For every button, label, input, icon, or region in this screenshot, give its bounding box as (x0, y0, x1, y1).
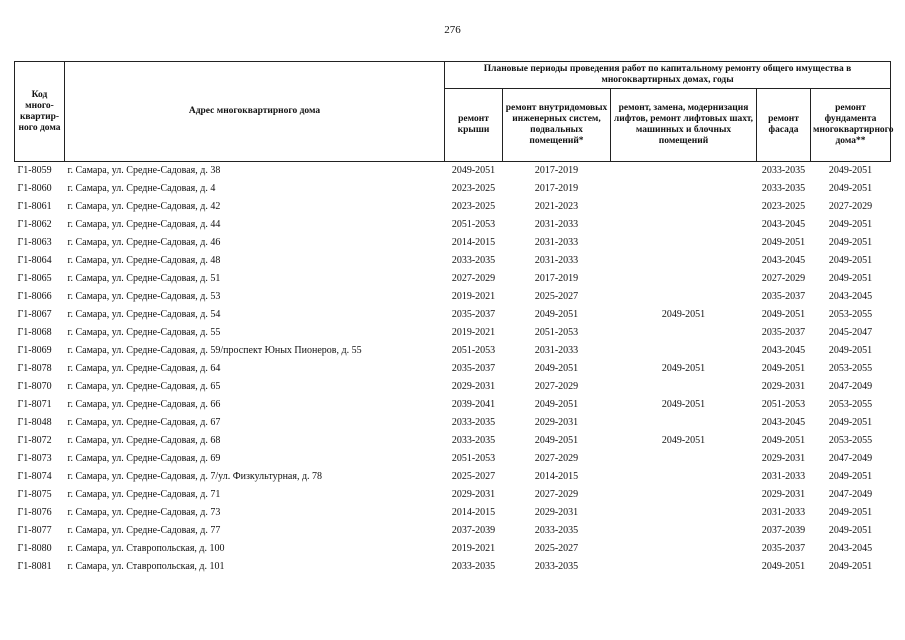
row-lifts (611, 234, 757, 252)
row-engineering: 2025-2027 (534, 291, 579, 302)
row-code: Г1-8069 (17, 345, 52, 356)
row-engineering: 2031-2033 (534, 255, 579, 266)
table-row (15, 306, 891, 324)
row-foundation: 2049-2051 (828, 471, 873, 482)
row-lifts: 2049-2051 (661, 363, 706, 374)
row-address: г. Самара, ул. Средне-Садовая, д. 59/проспект Юных Пионеров, д. 55 (67, 345, 362, 356)
row-roof: 2029-2031 (451, 381, 496, 392)
row-foundation: 2053-2055 (828, 399, 873, 410)
row-roof: 2025-2027 (451, 471, 496, 482)
repair-schedule-table (14, 61, 894, 576)
row-code: Г1-8076 (17, 507, 52, 518)
row-roof: 2049-2051 (451, 165, 496, 176)
row-facade: 2043-2045 (761, 219, 806, 230)
row-address: г. Самара, ул. Средне-Садовая, д. 65 (67, 381, 221, 392)
row-facade: 2049-2051 (761, 309, 806, 320)
row-engineering: 2033-2035 (534, 525, 579, 536)
row-facade: 2049-2051 (761, 561, 806, 572)
row-foundation: 2027-2029 (828, 201, 873, 212)
row-foundation: 2049-2051 (828, 165, 873, 176)
row-lifts (611, 414, 757, 432)
row-lifts (611, 162, 757, 181)
row-roof: 2033-2035 (451, 435, 496, 446)
table-row (15, 252, 891, 270)
header-periods: Плановые периоды проведения работ по капитальному ремонту общего имущества в многоквартирных домах, годы (445, 62, 891, 89)
row-lifts (611, 468, 757, 486)
row-roof: 2037-2039 (451, 525, 496, 536)
row-address: г. Самара, ул. Средне-Садовая, д. 4 (67, 183, 216, 194)
header-lifts: ремонт, замена, модернизация лифтов, ремонт лифтовых шахт, машинных и блочных помещений (611, 89, 757, 162)
table-row (15, 540, 891, 558)
row-lifts (611, 540, 757, 558)
row-roof: 2051-2053 (451, 345, 496, 356)
table-row (15, 216, 891, 234)
row-roof: 2051-2053 (451, 219, 496, 230)
row-foundation: 2049-2051 (828, 273, 873, 284)
row-foundation: 2049-2051 (828, 219, 873, 230)
row-foundation: 2053-2055 (828, 309, 873, 320)
row-engineering: 2017-2019 (534, 273, 579, 284)
page-number: 276 (444, 24, 461, 36)
table-row (15, 342, 891, 360)
row-lifts (611, 198, 757, 216)
row-facade: 2049-2051 (761, 435, 806, 446)
row-engineering: 2017-2019 (534, 183, 579, 194)
row-facade: 2029-2031 (761, 489, 806, 500)
table-row (15, 180, 891, 198)
row-facade: 2031-2033 (761, 471, 806, 482)
row-address: г. Самара, ул. Средне-Садовая, д. 46 (67, 237, 221, 248)
row-roof: 2033-2035 (451, 561, 496, 572)
row-code: Г1-8060 (17, 183, 52, 194)
header-facade: ремонт фасада (757, 89, 811, 162)
row-address: г. Самара, ул. Средне-Садовая, д. 54 (67, 309, 221, 320)
row-foundation: 2043-2045 (828, 291, 873, 302)
row-foundation: 2049-2051 (828, 183, 873, 194)
row-engineering: 2027-2029 (534, 489, 579, 500)
row-facade: 2035-2037 (761, 327, 806, 338)
row-code: Г1-8062 (17, 219, 52, 230)
table-row (15, 360, 891, 378)
row-roof: 2033-2035 (451, 417, 496, 428)
row-lifts (611, 288, 757, 306)
row-code: Г1-8075 (17, 489, 52, 500)
table-row (15, 270, 891, 288)
table-row (15, 432, 891, 450)
row-facade: 2033-2035 (761, 165, 806, 176)
row-lifts (611, 180, 757, 198)
row-lifts (611, 252, 757, 270)
row-engineering: 2014-2015 (534, 471, 579, 482)
row-engineering: 2033-2035 (534, 561, 579, 572)
table-row (15, 486, 891, 504)
header-roof: ремонт крыши (445, 89, 503, 162)
row-address: г. Самара, ул. Средне-Садовая, д. 38 (67, 165, 221, 176)
row-code: Г1-8072 (17, 435, 52, 446)
row-code: Г1-8077 (17, 525, 52, 536)
row-foundation: 2053-2055 (828, 363, 873, 374)
row-address: г. Самара, ул. Средне-Садовая, д. 71 (67, 489, 221, 500)
row-roof: 2051-2053 (451, 453, 496, 464)
row-foundation: 2043-2045 (828, 543, 873, 554)
header-foundation: ремонт фундамента многоквартирного дома** (811, 89, 891, 162)
row-engineering: 2049-2051 (534, 309, 579, 320)
row-facade: 2043-2045 (761, 345, 806, 356)
row-engineering: 2029-2031 (534, 417, 579, 428)
header-code: Код много-квартир-ного дома (15, 62, 65, 162)
row-engineering: 2031-2033 (534, 237, 579, 248)
row-roof: 2035-2037 (451, 309, 496, 320)
table-row (15, 378, 891, 396)
row-address: г. Самара, ул. Средне-Садовая, д. 73 (67, 507, 221, 518)
row-foundation: 2047-2049 (828, 381, 873, 392)
row-facade: 2023-2025 (761, 201, 806, 212)
row-code: Г1-8078 (17, 363, 52, 374)
row-lifts (611, 450, 757, 468)
row-address: г. Самара, ул. Средне-Садовая, д. 68 (67, 435, 221, 446)
row-engineering: 2049-2051 (534, 363, 579, 374)
row-address: г. Самара, ул. Средне-Садовая, д. 53 (67, 291, 221, 302)
row-facade: 2033-2035 (761, 183, 806, 194)
table-header (15, 62, 894, 162)
row-facade: 2029-2031 (761, 381, 806, 392)
table-row (15, 288, 891, 306)
row-lifts: 2049-2051 (661, 399, 706, 410)
header-address: Адрес многоквартирного дома (65, 62, 445, 162)
table-row (15, 198, 891, 216)
row-engineering: 2025-2027 (534, 543, 579, 554)
row-roof: 2027-2029 (451, 273, 496, 284)
row-roof: 2023-2025 (451, 183, 496, 194)
table-row (15, 234, 891, 252)
row-address: г. Самара, ул. Средне-Садовая, д. 7/ул. Физкультурная, д. 78 (67, 471, 323, 482)
row-address: г. Самара, ул. Средне-Садовая, д. 66 (67, 399, 221, 410)
row-facade: 2049-2051 (761, 237, 806, 248)
row-code: Г1-8063 (17, 237, 52, 248)
table-row (15, 504, 891, 522)
row-engineering: 2027-2029 (534, 381, 579, 392)
row-address: г. Самара, ул. Средне-Садовая, д. 55 (67, 327, 221, 338)
row-roof: 2035-2037 (451, 363, 496, 374)
row-lifts (611, 342, 757, 360)
row-foundation: 2047-2049 (828, 453, 873, 464)
row-facade: 2051-2053 (761, 399, 806, 410)
table-body (15, 162, 891, 577)
row-roof: 2014-2015 (451, 507, 496, 518)
row-lifts: 2049-2051 (661, 309, 706, 320)
row-foundation: 2049-2051 (828, 237, 873, 248)
row-address: г. Самара, ул. Средне-Садовая, д. 64 (67, 363, 221, 374)
row-address: г. Самара, ул. Средне-Садовая, д. 48 (67, 255, 221, 266)
table-row (15, 558, 891, 576)
row-code: Г1-8073 (17, 453, 52, 464)
row-foundation: 2049-2051 (828, 561, 873, 572)
row-roof: 2023-2025 (451, 201, 496, 212)
row-foundation: 2049-2051 (828, 345, 873, 356)
row-facade: 2043-2045 (761, 417, 806, 428)
row-engineering: 2031-2033 (534, 345, 579, 356)
row-lifts: 2049-2051 (661, 435, 706, 446)
row-address: г. Самара, ул. Средне-Садовая, д. 77 (67, 525, 221, 536)
row-roof: 2019-2021 (451, 327, 496, 338)
row-lifts (611, 558, 757, 576)
row-code: Г1-8068 (17, 327, 52, 338)
row-code: Г1-8061 (17, 201, 52, 212)
row-lifts (611, 522, 757, 540)
row-engineering: 2027-2029 (534, 453, 579, 464)
row-address: г. Самара, ул. Ставропольская, д. 101 (67, 561, 225, 572)
row-address: г. Самара, ул. Средне-Садовая, д. 51 (67, 273, 221, 284)
row-roof: 2019-2021 (451, 291, 496, 302)
row-facade: 2043-2045 (761, 255, 806, 266)
row-address: г. Самара, ул. Ставропольская, д. 100 (67, 543, 225, 554)
row-foundation: 2049-2051 (828, 417, 873, 428)
row-code: Г1-8065 (17, 273, 52, 284)
row-lifts (611, 378, 757, 396)
table-row (15, 162, 891, 181)
row-lifts (611, 486, 757, 504)
row-code: Г1-8048 (17, 417, 52, 428)
header-engineering: ремонт внутридомовых инженерных систем, подвальных помещений* (503, 89, 611, 162)
row-code: Г1-8067 (17, 309, 52, 320)
row-foundation: 2053-2055 (828, 435, 873, 446)
row-roof: 2019-2021 (451, 543, 496, 554)
row-code: Г1-8066 (17, 291, 52, 302)
row-address: г. Самара, ул. Средне-Садовая, д. 44 (67, 219, 221, 230)
row-foundation: 2049-2051 (828, 255, 873, 266)
row-code: Г1-8081 (17, 561, 52, 572)
row-foundation: 2049-2051 (828, 507, 873, 518)
row-code: Г1-8059 (17, 165, 52, 176)
row-engineering: 2049-2051 (534, 435, 579, 446)
row-lifts (611, 216, 757, 234)
row-engineering: 2049-2051 (534, 399, 579, 410)
table-row (15, 522, 891, 540)
table-row (15, 450, 891, 468)
row-facade: 2035-2037 (761, 291, 806, 302)
row-engineering: 2029-2031 (534, 507, 579, 518)
row-foundation: 2047-2049 (828, 489, 873, 500)
row-code: Г1-8080 (17, 543, 52, 554)
row-address: г. Самара, ул. Средне-Садовая, д. 69 (67, 453, 221, 464)
table-row (15, 324, 891, 342)
row-code: Г1-8071 (17, 399, 52, 410)
row-facade: 2035-2037 (761, 543, 806, 554)
row-foundation: 2049-2051 (828, 525, 873, 536)
row-code: Г1-8070 (17, 381, 52, 392)
row-facade: 2037-2039 (761, 525, 806, 536)
table-row (15, 396, 891, 414)
table-row (15, 414, 891, 432)
row-foundation: 2045-2047 (828, 327, 873, 338)
row-engineering: 2021-2023 (534, 201, 579, 212)
row-address: г. Самара, ул. Средне-Садовая, д. 67 (67, 417, 221, 428)
row-engineering: 2051-2053 (534, 327, 579, 338)
row-code: Г1-8064 (17, 255, 52, 266)
row-engineering: 2017-2019 (534, 165, 579, 176)
row-lifts (611, 270, 757, 288)
row-lifts (611, 324, 757, 342)
row-code: Г1-8074 (17, 471, 52, 482)
row-facade: 2029-2031 (761, 453, 806, 464)
row-roof: 2033-2035 (451, 255, 496, 266)
row-lifts (611, 504, 757, 522)
row-roof: 2029-2031 (451, 489, 496, 500)
row-roof: 2014-2015 (451, 237, 496, 248)
row-roof: 2039-2041 (451, 399, 496, 410)
row-facade: 2031-2033 (761, 507, 806, 518)
table-row (15, 468, 891, 486)
row-facade: 2027-2029 (761, 273, 806, 284)
row-address: г. Самара, ул. Средне-Садовая, д. 42 (67, 201, 221, 212)
row-engineering: 2031-2033 (534, 219, 579, 230)
row-facade: 2049-2051 (761, 363, 806, 374)
